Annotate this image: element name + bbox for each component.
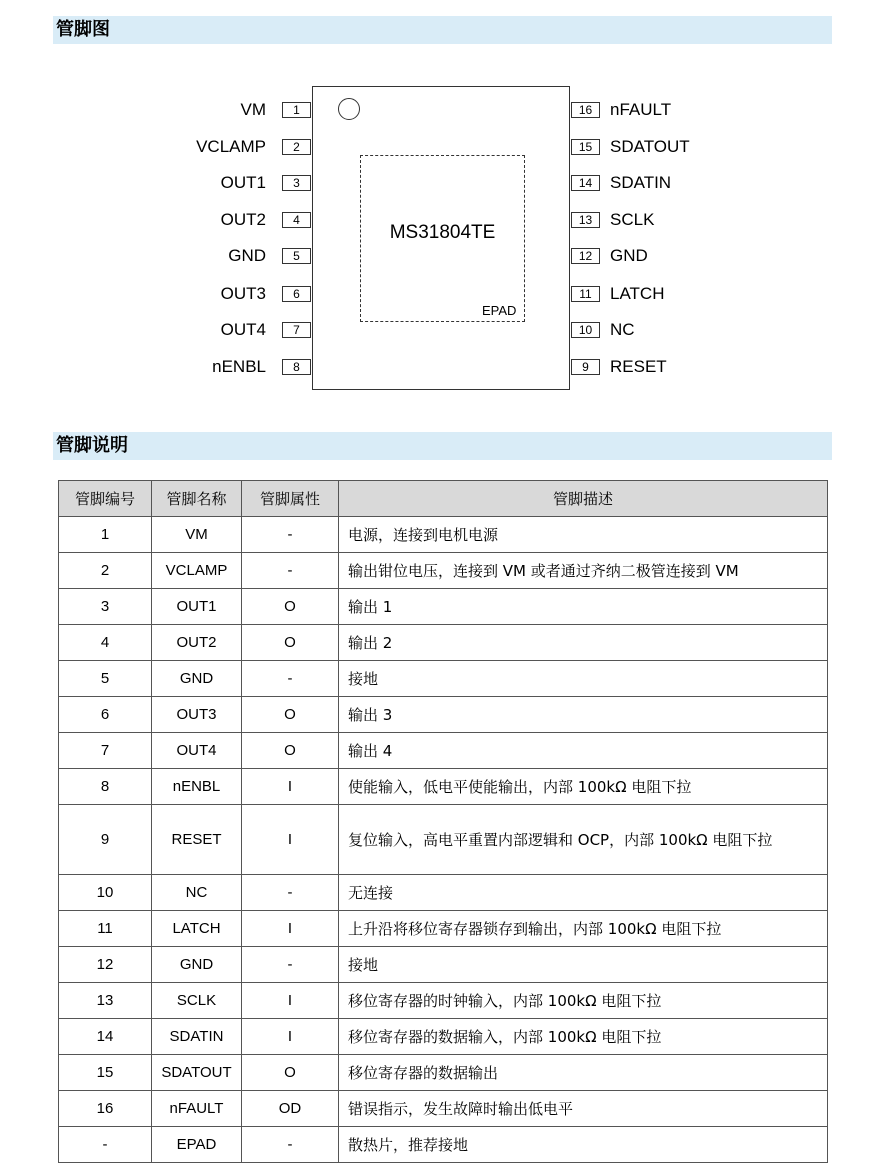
pin-number-box: 14 <box>571 175 600 191</box>
pin-description-section-title: 管脚说明 <box>53 432 832 460</box>
pin-attribute-cell: I <box>242 983 339 1019</box>
pin-number-cell: 15 <box>59 1055 152 1091</box>
pin-attribute-cell: OD <box>242 1091 339 1127</box>
pinout-section-title: 管脚图 <box>53 16 832 44</box>
pin-number-cell: 13 <box>59 983 152 1019</box>
table-row <box>59 947 828 983</box>
pin-name-cell: OUT2 <box>152 625 242 661</box>
pin-label: SCLK <box>610 210 655 229</box>
pin-number-box: 7 <box>282 322 311 338</box>
pin-label: OUT1 <box>220 173 266 192</box>
pin-description-cell: 错误指示，发生故障时输出低电平 <box>339 1091 828 1127</box>
pin-attribute-cell: - <box>242 947 339 983</box>
pin-description-cell: 输出 4 <box>339 733 828 769</box>
pin-attribute-cell: - <box>242 1127 339 1163</box>
pin-number-box: 2 <box>282 139 311 155</box>
pin-attribute-cell: I <box>242 769 339 805</box>
table-row <box>59 625 828 661</box>
pin-label: NC <box>610 320 635 339</box>
pin-attribute-cell: I <box>242 911 339 947</box>
pin-description-cell: 输出钳位电压，连接到 VM 或者通过齐纳二极管连接到 VM <box>339 553 828 589</box>
pin-attribute-cell: O <box>242 589 339 625</box>
pin-number-cell: 11 <box>59 911 152 947</box>
pin-number-box: 1 <box>282 102 311 118</box>
pin-name-cell: OUT3 <box>152 697 242 733</box>
pin-label: RESET <box>610 357 667 376</box>
pin-label: OUT4 <box>220 320 266 339</box>
pin-number-box: 12 <box>571 248 600 264</box>
pin-name-cell: SCLK <box>152 983 242 1019</box>
pin-name-cell: nFAULT <box>152 1091 242 1127</box>
pin1-marker <box>338 98 360 120</box>
pin-number-box: 10 <box>571 322 600 338</box>
pin-number-box: 8 <box>282 359 311 375</box>
pin-name-cell: NC <box>152 875 242 911</box>
pin-attribute-cell: - <box>242 875 339 911</box>
pin-attribute-cell: I <box>242 805 339 875</box>
table-row <box>59 983 828 1019</box>
pin-label: OUT3 <box>220 284 266 303</box>
pin-name-cell: GND <box>152 947 242 983</box>
pin-number-cell: 9 <box>59 805 152 875</box>
pin-number-cell: 3 <box>59 589 152 625</box>
table-row <box>59 911 828 947</box>
epad-label: EPAD <box>482 303 517 318</box>
pin-number-box: 16 <box>571 102 600 118</box>
pin-number-box: 13 <box>571 212 600 228</box>
pin-attribute-cell: O <box>242 733 339 769</box>
header-pin-name: 管脚名称 <box>152 481 242 517</box>
pin-label: nENBL <box>212 357 266 376</box>
table-row <box>59 733 828 769</box>
pin-description-cell: 输出 3 <box>339 697 828 733</box>
pin-number-cell: 2 <box>59 553 152 589</box>
header-pin-number: 管脚编号 <box>59 481 152 517</box>
pin-name-cell: LATCH <box>152 911 242 947</box>
pin-description-cell: 散热片，推荐接地 <box>339 1127 828 1163</box>
pin-number-cell: 4 <box>59 625 152 661</box>
table-body <box>59 517 828 1163</box>
pin-number-box: 9 <box>571 359 600 375</box>
pin-description-table <box>58 480 828 1163</box>
table-row <box>59 1055 828 1091</box>
pin-number-cell: 12 <box>59 947 152 983</box>
pin-description-cell: 上升沿将移位寄存器锁存到输出，内部 100kΩ 电阻下拉 <box>339 911 828 947</box>
pin-number-box: 15 <box>571 139 600 155</box>
pin-number-cell: 1 <box>59 517 152 553</box>
pin-number-cell: 6 <box>59 697 152 733</box>
pin-name-cell: OUT4 <box>152 733 242 769</box>
pin-number-box: 4 <box>282 212 311 228</box>
header-pin-attribute: 管脚属性 <box>242 481 339 517</box>
table-row <box>59 553 828 589</box>
pin-name-cell: SDATIN <box>152 1019 242 1055</box>
pin-label: LATCH <box>610 284 665 303</box>
pin-description-cell: 复位输入，高电平重置内部逻辑和 OCP，内部 100kΩ 电阻下拉 <box>339 805 828 875</box>
table-row <box>59 1127 828 1163</box>
pin-number-cell: 10 <box>59 875 152 911</box>
pin-description-cell: 接地 <box>339 661 828 697</box>
pin-number-box: 6 <box>282 286 311 302</box>
pin-description-cell: 接地 <box>339 947 828 983</box>
pinout-diagram <box>0 0 886 420</box>
pin-description-cell: 移位寄存器的数据输出 <box>339 1055 828 1091</box>
pin-label: OUT2 <box>220 210 266 229</box>
pin-number-cell: 8 <box>59 769 152 805</box>
header-pin-description: 管脚描述 <box>339 481 828 517</box>
table-row <box>59 661 828 697</box>
pin-label: SDATOUT <box>610 137 690 156</box>
table-header-row <box>59 481 828 517</box>
pin-number-cell: - <box>59 1127 152 1163</box>
pin-description-cell: 移位寄存器的时钟输入，内部 100kΩ 电阻下拉 <box>339 983 828 1019</box>
pin-name-cell: GND <box>152 661 242 697</box>
pin-attribute-cell: I <box>242 1019 339 1055</box>
pin-number-cell: 7 <box>59 733 152 769</box>
pin-description-cell: 电源，连接到电机电源 <box>339 517 828 553</box>
pin-description-cell: 无连接 <box>339 875 828 911</box>
table-row <box>59 805 828 875</box>
table-row <box>59 589 828 625</box>
pin-name-cell: OUT1 <box>152 589 242 625</box>
pin-label: GND <box>610 246 648 265</box>
pin-description-cell: 输出 2 <box>339 625 828 661</box>
pin-description-cell: 使能输入，低电平使能输出，内部 100kΩ 电阻下拉 <box>339 769 828 805</box>
pin-number-box: 3 <box>282 175 311 191</box>
table-row <box>59 875 828 911</box>
pin-attribute-cell: O <box>242 697 339 733</box>
pin-number-cell: 14 <box>59 1019 152 1055</box>
pin-number-cell: 16 <box>59 1091 152 1127</box>
pin-attribute-cell: - <box>242 661 339 697</box>
table-row <box>59 1019 828 1055</box>
pin-label: nFAULT <box>610 100 672 119</box>
table-row <box>59 697 828 733</box>
pin-number-cell: 5 <box>59 661 152 697</box>
pin-description-cell: 移位寄存器的数据输入，内部 100kΩ 电阻下拉 <box>339 1019 828 1055</box>
pin-label: VM <box>240 100 266 119</box>
table-row <box>59 769 828 805</box>
chip-name: MS31804TE <box>389 222 496 243</box>
pin-attribute-cell: O <box>242 625 339 661</box>
pin-label: GND <box>228 246 266 265</box>
pin-name-cell: VM <box>152 517 242 553</box>
pin-name-cell: EPAD <box>152 1127 242 1163</box>
pin-description-cell: 输出 1 <box>339 589 828 625</box>
pin-name-cell: SDATOUT <box>152 1055 242 1091</box>
pin-label: VCLAMP <box>196 137 266 156</box>
pin-name-cell: nENBL <box>152 769 242 805</box>
pin-number-box: 5 <box>282 248 311 264</box>
pin-attribute-cell: - <box>242 553 339 589</box>
table-row <box>59 1091 828 1127</box>
pin-label: SDATIN <box>610 173 672 192</box>
table-row <box>59 517 828 553</box>
pin-number-box: 11 <box>571 286 600 302</box>
pin-attribute-cell: O <box>242 1055 339 1091</box>
pin-name-cell: RESET <box>152 805 242 875</box>
pin-name-cell: VCLAMP <box>152 553 242 589</box>
pin-attribute-cell: - <box>242 517 339 553</box>
